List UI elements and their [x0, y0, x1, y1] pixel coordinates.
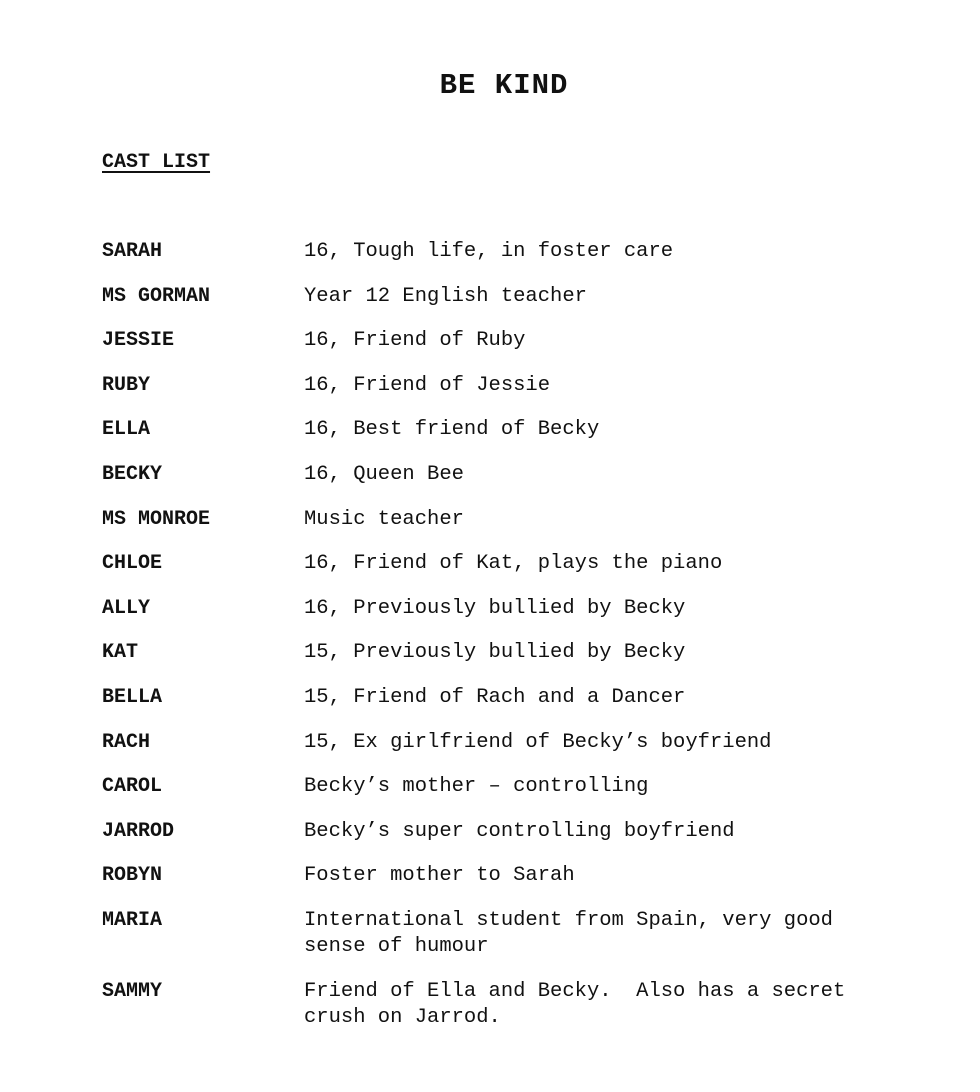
- cast-entry-sarah: [102, 239, 902, 265]
- cast-entry-ally: [102, 596, 902, 622]
- cast-name: RUBY: [102, 373, 151, 397]
- cast-name: CAROL: [102, 775, 163, 799]
- cast-entry-kat: [102, 640, 902, 666]
- cast-entry-ella: [102, 417, 902, 443]
- cast-description: Becky’s super controlling boyfriend: [304, 819, 735, 843]
- cast-name: MS GORMAN: [102, 284, 211, 308]
- document-title: BE KIND: [439, 69, 569, 102]
- cast-description: International student from Spain, very good sense of humour: [304, 908, 846, 958]
- cast-name: SAMMY: [102, 979, 163, 1003]
- cast-name: RACH: [102, 730, 151, 754]
- cast-name: BECKY: [102, 462, 163, 486]
- cast-name: CHLOE: [102, 552, 163, 576]
- cast-entry-jarrod: [102, 819, 902, 845]
- cast-name: KAT: [102, 641, 139, 665]
- cast-entry-jessie: [102, 328, 902, 354]
- cast-entry-becky: [102, 462, 902, 488]
- cast-entry-ruby: [102, 373, 902, 399]
- cast-description: Foster mother to Sarah: [304, 864, 575, 888]
- cast-description: Year 12 English teacher: [304, 284, 587, 308]
- cast-description: 15, Friend of Rach and a Dancer: [304, 685, 686, 709]
- cast-entry-bella: [102, 685, 902, 711]
- cast-entry-robyn: [102, 863, 902, 889]
- cast-description: 16, Previously bullied by Becky: [304, 596, 686, 620]
- cast-list: [102, 239, 902, 1049]
- cast-description: 16, Queen Bee: [304, 462, 464, 486]
- cast-description: Music teacher: [304, 507, 464, 531]
- cast-entry-ms-gorman: [102, 284, 902, 310]
- cast-description: 16, Friend of Kat, plays the piano: [304, 552, 723, 576]
- cast-name: BELLA: [102, 685, 163, 709]
- cast-description: 16, Best friend of Becky: [304, 418, 600, 442]
- cast-name: JARROD: [102, 819, 175, 843]
- cast-entry-maria: [102, 908, 902, 960]
- cast-description: 15, Previously bullied by Becky: [304, 641, 686, 665]
- cast-name: MS MONROE: [102, 507, 211, 531]
- cast-name: MARIA: [102, 908, 163, 932]
- cast-entry-carol: [102, 774, 902, 800]
- cast-description: 16, Friend of Jessie: [304, 373, 551, 397]
- cast-name: SARAH: [102, 240, 163, 263]
- cast-entry-rach: [102, 730, 902, 756]
- cast-entry-sammy: [102, 979, 902, 1031]
- cast-description: Friend of Ella and Becky. Also has a secret crush on Jarrod.: [304, 979, 858, 1029]
- cast-description: 15, Ex girlfriend of Becky’s boyfriend: [304, 730, 772, 754]
- cast-name: ROBYN: [102, 864, 163, 888]
- cast-name: JESSIE: [102, 329, 175, 353]
- cast-name: ALLY: [102, 596, 151, 620]
- cast-description: Becky’s mother – controlling: [304, 775, 649, 799]
- cast-entry-ms-monroe: [102, 507, 902, 533]
- cast-list-heading: CAST LIST: [102, 151, 211, 174]
- cast-description: 16, Tough life, in foster care: [304, 240, 674, 263]
- cast-description: 16, Friend of Ruby: [304, 329, 526, 353]
- cast-entry-chloe: [102, 551, 902, 577]
- cast-name: ELLA: [102, 418, 151, 442]
